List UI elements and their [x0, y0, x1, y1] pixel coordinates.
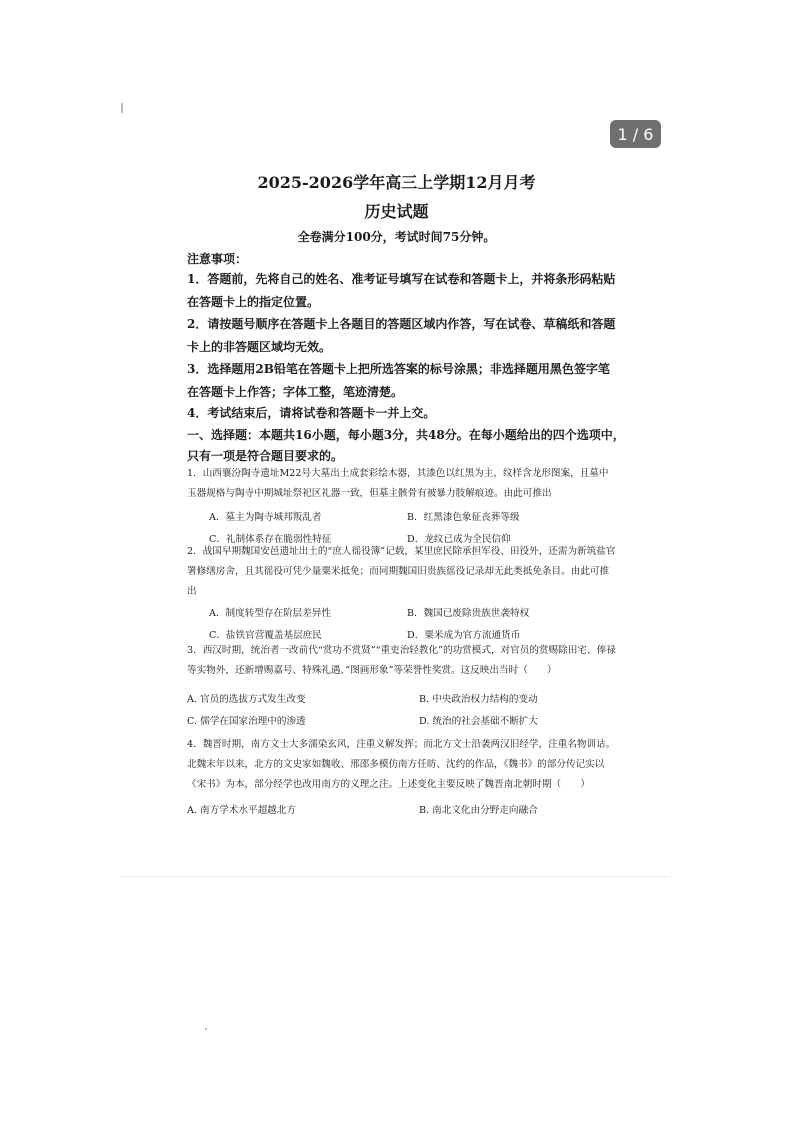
- option-b[interactable]: B．魏国已废除贵族世袭特权: [407, 608, 530, 619]
- page-indicator: 1 / 6: [610, 120, 661, 148]
- section-heading: 一、选择题：本题共16小题，每小题3分，共48分。在每小题给出的四个选项中，只有一项是符合题目要求的。: [187, 428, 625, 463]
- notice-item: 2．请按题号顺序在答题卡上各题目的答题区域内作答，写在试卷、草稿纸和答题卡上的非答题区域均无效。: [187, 317, 616, 354]
- question-1-stem: 1．山西襄汾陶寺遗址M22号大墓出土成套彩绘木器，其漆色以红黑为主，纹样含龙形图案，且墓中玉器规格与陶寺中期城址祭祀区礼器一致，但墓主骸骨有被暴力肢解痕迹。由此可推出: [187, 468, 609, 499]
- question-1-options: [209, 509, 617, 545]
- question-4-options: [187, 802, 629, 816]
- scan-mark: [121, 103, 123, 113]
- question-2-stem: 2．战国早期魏国安邑遗址出土的“庶人徭役簿”记载，某里庶民除承担军役、田役外，还需为新筑盐官署修缮房舍，且其徭役可凭少量粟米抵免；而同期魏国旧贵族徭役记录却无此类抵免条目。由此可推出: [187, 546, 616, 597]
- exam-meta: 全卷满分100分，考试时间75分钟。: [297, 230, 496, 244]
- scan-mark: [205, 1028, 207, 1030]
- option-b[interactable]: B．红黑漆色象征丧葬等级: [407, 512, 520, 523]
- option-c[interactable]: C. 儒学在国家治理中的渗透: [187, 716, 306, 727]
- exam-subject: 历史试题: [364, 202, 429, 221]
- option-c[interactable]: C．盐铁官营覆盖基层庶民: [209, 630, 322, 641]
- option-c[interactable]: C．礼制体系存在脆弱性特征: [209, 534, 332, 545]
- notice-item: 3．选择题用2B铅笔在答题卡上把所选答案的标号涂黑；非选择题用黑色签字笔在答题卡上作答；字体工整，笔迹清楚。: [187, 362, 610, 399]
- notice-item: 1．答题前，先将自己的姓名、准考证号填写在试卷和答题卡上，并将条形码粘贴在答题卡上的指定位置。: [187, 272, 616, 309]
- option-d[interactable]: D. 统治的社会基础不断扩大: [419, 716, 538, 727]
- option-a[interactable]: A. 官员的选拔方式发生改变: [187, 694, 306, 705]
- option-b[interactable]: B. 中央政治权力结构的变动: [419, 694, 538, 705]
- option-d[interactable]: D．粟米成为官方流通货币: [407, 630, 521, 641]
- option-a[interactable]: A. 南方学术水平超越北方: [187, 805, 296, 816]
- notice-title: 注意事项：: [187, 252, 248, 266]
- question-2-options: [209, 605, 617, 641]
- question-3-options: [187, 691, 629, 727]
- option-a[interactable]: A．墓主为陶寺城邦叛乱者: [209, 512, 322, 523]
- question-3-stem: 3．西汉时期，统治者一改前代“赏功不赏贤”“重吏治轻教化”的功赏模式，对官员的赏赐除田宅、俸禄等实物外，还新增赐嘉号、特殊礼遇、”图画形象”等荣誉性奖赏。这反映出当时（ ）: [187, 645, 616, 676]
- notice-item: 4．考试结束后，请将试卷和答题卡一并上交。: [187, 406, 436, 420]
- question-4-stem: 4．魏晋时期，南方文士大多濡染玄风，注重义解发挥；而北方文士沿袭两汉旧经学，注重名物训诂。北魏末年以来，北方的文史家如魏收、邢邵多模仿南方任昉、沈约的作品，《魏书》的部分传记实以《宋书》为本，部分经学也改用南方的义理之注。上述变化主要反映了魏晋南北朝时期（ ）: [187, 739, 616, 790]
- option-b[interactable]: B. 南北文化由分野走向融合: [419, 805, 538, 816]
- exam-title: 2025-2026学年高三上学期12月月考: [257, 173, 536, 192]
- option-a[interactable]: A．制度转型存在阶层差异性: [209, 608, 332, 619]
- page-fold-line: [120, 876, 670, 877]
- option-d[interactable]: D．龙纹已成为全民信仰: [407, 534, 511, 545]
